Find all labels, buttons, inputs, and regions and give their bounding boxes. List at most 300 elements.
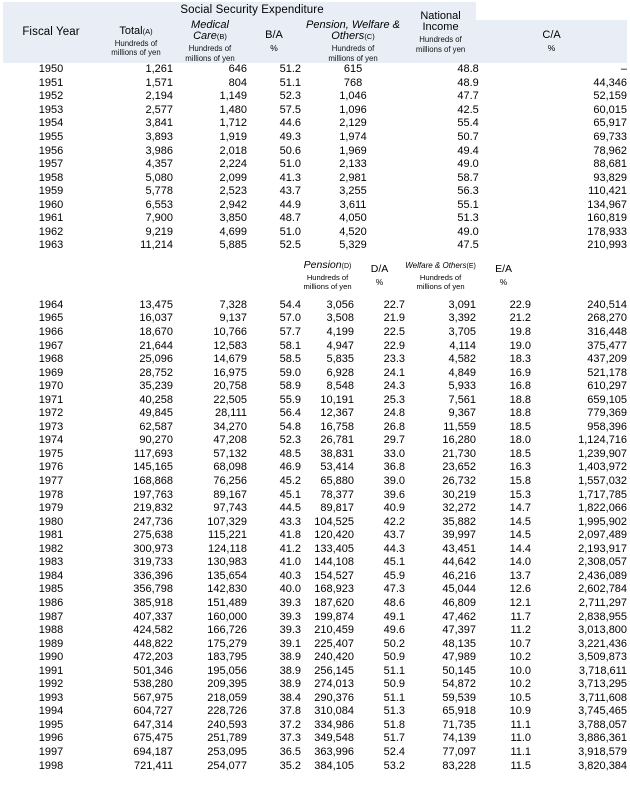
cell-total: 117,693 — [134, 447, 173, 460]
cell-b-over-a: 57.0 — [279, 312, 301, 325]
cell-c-over-a: 47.5 — [457, 239, 479, 252]
cell-medical-care: 151,489 — [207, 596, 247, 609]
cell-b-over-a: 51.2 — [279, 63, 301, 76]
cell-national-income: 178,933 — [587, 225, 628, 238]
cell-welfare-others: 83,228 — [442, 759, 477, 772]
cell-national-income: 521,178 — [587, 366, 628, 379]
col-header-social-security-expenditure: Social Security Expenditure — [180, 4, 324, 17]
cell-medical-care: 646 — [228, 63, 247, 76]
cell-national-income: 2,838,955 — [578, 610, 628, 623]
cell-e-over-a: 12.1 — [509, 596, 532, 609]
cell-pension: 256,145 — [314, 664, 354, 677]
cell-welfare-others: 50,145 — [442, 664, 477, 677]
cell-fiscal-year: 1987 — [38, 610, 64, 623]
cell-d-over-a: 29.7 — [383, 434, 406, 447]
cell-fiscal-year: 1966 — [38, 326, 64, 339]
table-row — [3, 651, 627, 665]
cell-total: 501,346 — [133, 664, 173, 677]
cell-welfare-others: 16,280 — [442, 434, 477, 447]
table-row — [3, 239, 627, 253]
subheader-row — [3, 253, 627, 299]
cell-e-over-a: 10.7 — [509, 637, 532, 650]
c-over-a-unit: % — [547, 43, 556, 54]
table-row — [3, 393, 627, 407]
cell-pension: 274,013 — [314, 678, 354, 691]
cell-welfare-others: 7,561 — [448, 393, 477, 406]
cell-d-over-a: 21.9 — [383, 312, 406, 325]
cell-total: 319,733 — [133, 556, 173, 569]
cell-b-over-a: 35.2 — [279, 759, 301, 772]
cell-d-over-a: 23.3 — [383, 353, 406, 366]
cell-pension: 120,420 — [314, 529, 354, 542]
cell-b-over-a: 58.9 — [279, 380, 301, 393]
cell-pension: 4,947 — [326, 339, 354, 352]
cell-welfare-others: 9,367 — [448, 407, 477, 420]
cell-medical-care: 10,766 — [213, 326, 247, 339]
cell-national-income: 2,711,297 — [578, 596, 628, 609]
cell-medical-care: 107,329 — [207, 515, 247, 528]
cell-e-over-a: 19.8 — [509, 326, 532, 339]
cell-b-over-a: 41.0 — [279, 556, 301, 569]
cell-total: 2,577 — [145, 103, 173, 116]
cell-fiscal-year: 1967 — [38, 339, 64, 352]
cell-b-over-a: 41.3 — [279, 171, 301, 184]
cell-e-over-a: 11.0 — [510, 732, 532, 745]
cell-e-over-a: 16.8 — [509, 380, 532, 393]
cell-d-over-a: 50.9 — [383, 651, 406, 664]
table-row — [3, 198, 627, 212]
cell-b-over-a: 41.2 — [279, 542, 301, 555]
cell-b-over-a: 49.3 — [279, 131, 301, 143]
cell-total: 647,314 — [133, 718, 173, 731]
cell-b-over-a: 39.3 — [279, 596, 301, 609]
cell-fiscal-year: 1982 — [38, 542, 64, 555]
cell-welfare-others: 3,392 — [448, 312, 477, 325]
table-row — [3, 421, 627, 435]
cell-pension-welfare-others: 4,050 — [339, 212, 367, 225]
cell-total: 424,582 — [133, 624, 173, 637]
cell-b-over-a: 58.1 — [279, 339, 301, 352]
cell-pension: 12,367 — [320, 407, 354, 420]
cell-e-over-a: 10.2 — [509, 651, 532, 664]
cell-b-over-a: 37.3 — [279, 732, 301, 745]
cell-fiscal-year: 1978 — [38, 488, 64, 501]
cell-b-over-a: 37.8 — [279, 705, 301, 718]
subheader-spacer-total — [99, 253, 173, 299]
cell-d-over-a: 52.4 — [383, 745, 406, 758]
welfare-others-unit: Hundreds of millions of yen — [416, 273, 465, 292]
cell-fiscal-year: 1950 — [38, 63, 64, 76]
cell-national-income: 958,396 — [587, 420, 628, 433]
cell-e-over-a: 11.1 — [510, 745, 532, 758]
cell-d-over-a: 47.3 — [383, 583, 406, 596]
cell-welfare-others: 21,730 — [442, 447, 477, 460]
cell-medical-care: 2,942 — [219, 198, 247, 211]
cell-welfare-others: 47,462 — [442, 610, 477, 623]
cell-c-over-a: 55.1 — [457, 198, 479, 211]
cell-national-income: – — [620, 63, 628, 76]
cell-welfare-others: 3,091 — [448, 298, 477, 311]
table-row — [3, 77, 627, 91]
table-row — [3, 637, 627, 651]
cell-d-over-a: 22.7 — [383, 298, 406, 311]
cell-welfare-others: 43,451 — [442, 542, 477, 555]
cell-b-over-a: 45.2 — [279, 475, 301, 488]
cell-pension-welfare-others: 3,255 — [339, 185, 367, 198]
cell-c-over-a: 48.9 — [457, 76, 479, 89]
cell-welfare-others: 26,732 — [442, 475, 477, 488]
cell-medical-care: 115,221 — [208, 529, 247, 542]
cell-total: 49,845 — [139, 407, 173, 420]
col-header-c-over-a: C/A % — [476, 20, 627, 63]
cell-welfare-others: 74,139 — [442, 732, 477, 745]
footer-cell-total — [99, 773, 173, 785]
table-row — [3, 529, 627, 543]
cell-fiscal-year: 1973 — [38, 420, 64, 433]
cell-total: 538,280 — [133, 678, 173, 691]
cell-d-over-a: 51.3 — [383, 705, 406, 718]
cell-fiscal-year: 1990 — [38, 651, 64, 664]
b-over-a-unit: % — [270, 43, 278, 54]
cell-national-income: 3,718,611 — [578, 664, 628, 677]
cell-d-over-a: 50.9 — [383, 678, 406, 691]
cell-total: 675,475 — [133, 732, 173, 745]
cell-b-over-a: 51.1 — [279, 76, 301, 89]
table-row — [3, 299, 627, 313]
cell-pension-welfare-others: 5,329 — [339, 239, 367, 252]
cell-total: 2,194 — [145, 90, 173, 103]
cell-national-income: 69,733 — [593, 131, 628, 143]
cell-total: 448,822 — [133, 637, 173, 650]
cell-d-over-a: 33.0 — [383, 447, 406, 460]
cell-d-over-a: 51.8 — [383, 718, 406, 731]
cell-national-income: 44,346 — [593, 76, 628, 89]
subcol-header-e-over-a: E/A % — [476, 253, 531, 299]
cell-welfare-others: 5,933 — [448, 380, 477, 393]
cell-national-income: 1,822,066 — [578, 502, 628, 515]
cell-total: 7,900 — [145, 212, 173, 225]
cell-fiscal-year: 1964 — [38, 298, 64, 311]
cell-welfare-others: 35,882 — [442, 515, 477, 528]
cell-e-over-a: 18.8 — [509, 407, 532, 420]
cell-pension-welfare-others: 1,969 — [339, 144, 367, 157]
cell-total: 18,670 — [139, 326, 173, 339]
table-row — [3, 326, 627, 340]
cell-national-income: 52,159 — [593, 90, 628, 103]
cell-total: 90,270 — [139, 434, 173, 447]
cell-e-over-a: 15.3 — [509, 488, 532, 501]
cell-total: 40,258 — [139, 393, 173, 406]
cell-medical-care: 130,983 — [207, 556, 247, 569]
cell-e-over-a: 10.5 — [509, 691, 532, 704]
cell-medical-care: 20,758 — [213, 380, 247, 393]
cell-welfare-others: 11,559 — [443, 420, 477, 433]
cell-pension: 310,084 — [314, 705, 354, 718]
cell-national-income: 2,436,089 — [578, 569, 628, 582]
cell-d-over-a: 49.6 — [383, 624, 406, 637]
cell-b-over-a: 52.3 — [279, 90, 301, 103]
cell-fiscal-year: 1991 — [38, 664, 64, 677]
cell-b-over-a: 51.0 — [279, 225, 301, 238]
cell-fiscal-year: 1996 — [38, 732, 64, 745]
cell-e-over-a: 14.0 — [509, 556, 532, 569]
table-row — [3, 705, 627, 719]
cell-welfare-others: 4,849 — [448, 366, 477, 379]
table-row — [3, 353, 627, 367]
cell-e-over-a: 22.9 — [509, 298, 532, 311]
cell-b-over-a: 48.7 — [279, 212, 301, 225]
cell-b-over-a: 44.6 — [279, 117, 301, 130]
table-row — [3, 185, 627, 199]
cell-fiscal-year: 1958 — [38, 171, 64, 184]
table-row — [3, 515, 627, 529]
cell-b-over-a: 44.9 — [279, 198, 301, 211]
cell-fiscal-year: 1969 — [38, 366, 64, 379]
cell-e-over-a: 19.0 — [509, 339, 532, 352]
cell-d-over-a: 49.1 — [383, 610, 406, 623]
cell-d-over-a: 22.5 — [383, 326, 406, 339]
cell-national-income: 3,221,436 — [578, 637, 628, 650]
cell-total: 197,763 — [133, 488, 173, 501]
cell-c-over-a: 49.0 — [457, 158, 479, 171]
footer-cell-ba — [247, 773, 301, 785]
cell-b-over-a: 44.5 — [279, 502, 301, 515]
cell-national-income: 93,829 — [593, 171, 628, 184]
cell-fiscal-year: 1998 — [38, 759, 64, 772]
header-row-group — [3, 2, 627, 20]
footer-cell-national-income — [531, 773, 627, 785]
cell-b-over-a: 56.4 — [279, 407, 301, 420]
table-row — [3, 678, 627, 692]
cell-total: 5,778 — [145, 185, 173, 198]
cell-welfare-others: 47,989 — [442, 651, 477, 664]
cell-fiscal-year: 1988 — [38, 624, 64, 637]
table-row — [3, 434, 627, 448]
subheader-spacer-year — [3, 253, 99, 299]
footer-cell-pension — [301, 773, 354, 785]
cell-welfare-others: 46,809 — [442, 596, 477, 609]
cell-b-over-a: 54.8 — [279, 420, 301, 433]
table-row — [3, 366, 627, 380]
cell-b-over-a: 38.9 — [279, 678, 301, 691]
cell-medical-care: 2,224 — [219, 158, 247, 171]
cell-pension: 10,191 — [320, 393, 354, 406]
cell-pension: 154,527 — [314, 569, 354, 582]
cell-fiscal-year: 1980 — [38, 515, 64, 528]
cell-total: 300,973 — [133, 542, 173, 555]
table-row — [3, 570, 627, 584]
cell-national-income: 375,477 — [587, 339, 628, 352]
cell-medical-care: 5,885 — [219, 239, 247, 252]
col-header-b-over-a: B/A % — [247, 20, 301, 63]
cell-medical-care: 1,149 — [219, 90, 247, 103]
cell-medical-care: 2,099 — [219, 171, 247, 184]
subheader-spacer-medical — [173, 253, 247, 299]
cell-b-over-a: 59.0 — [279, 366, 301, 379]
cell-total: 3,986 — [145, 144, 173, 157]
cell-national-income: 134,967 — [587, 198, 628, 211]
cell-pension: 78,377 — [320, 488, 354, 501]
cell-national-income: 210,993 — [587, 239, 628, 252]
cell-fiscal-year: 1989 — [38, 637, 64, 650]
cell-b-over-a: 43.7 — [279, 185, 301, 198]
cell-national-income: 65,917 — [593, 117, 628, 130]
cell-fiscal-year: 1971 — [38, 393, 64, 406]
cell-medical-care: 228,726 — [207, 705, 247, 718]
cell-medical-care: 1,919 — [219, 131, 247, 143]
cell-fiscal-year: 1951 — [38, 76, 64, 89]
cell-c-over-a: 58.7 — [457, 171, 479, 184]
cell-national-income: 610,297 — [587, 380, 628, 393]
cell-fiscal-year: 1992 — [38, 678, 64, 691]
cell-fiscal-year: 1981 — [38, 529, 64, 542]
cell-pension-welfare-others: 1,046 — [339, 90, 367, 103]
cell-total: 5,080 — [145, 171, 173, 184]
cell-total: 567,975 — [133, 691, 173, 704]
footer-cell-da — [354, 773, 405, 785]
cell-d-over-a: 40.9 — [383, 502, 406, 515]
cell-total: 11,214 — [140, 239, 173, 252]
cell-d-over-a: 51.1 — [383, 664, 406, 677]
cell-medical-care: 175,279 — [207, 637, 247, 650]
cell-total: 247,736 — [133, 515, 173, 528]
cell-e-over-a: 11.2 — [510, 624, 532, 637]
cell-b-over-a: 55.9 — [279, 393, 301, 406]
cell-welfare-others: 4,582 — [448, 353, 477, 366]
cell-fiscal-year: 1954 — [38, 117, 64, 130]
cell-welfare-others: 44,642 — [442, 556, 477, 569]
cell-medical-care: 124,118 — [208, 542, 247, 555]
table-row — [3, 407, 627, 421]
footer-cell-year — [3, 773, 99, 785]
col-header-national-income — [405, 2, 476, 63]
cell-national-income: 240,514 — [587, 298, 628, 311]
national-income-unit: Hundreds of millions of yen — [415, 35, 466, 54]
cell-welfare-others: 32,272 — [442, 502, 477, 515]
cell-fiscal-year: 1953 — [38, 103, 64, 116]
cell-medical-care: 195,056 — [207, 664, 247, 677]
cell-total: 407,337 — [133, 610, 173, 623]
table-row — [3, 117, 627, 131]
table-row — [3, 144, 627, 158]
cell-pension: 6,928 — [326, 366, 354, 379]
cell-medical-care: 68,098 — [213, 461, 247, 474]
cell-d-over-a: 48.6 — [383, 596, 406, 609]
cell-welfare-others: 54,872 — [442, 678, 477, 691]
pension-unit: Hundreds of millions of yen — [303, 273, 352, 292]
table-row — [3, 339, 627, 353]
cell-c-over-a: 49.0 — [457, 225, 479, 238]
cell-b-over-a: 58.5 — [279, 353, 301, 366]
cell-national-income: 3,713,295 — [578, 678, 628, 691]
cell-b-over-a: 51.0 — [279, 158, 301, 171]
cell-welfare-others: 3,705 — [448, 326, 477, 339]
cell-total: 9,219 — [145, 225, 173, 238]
subcol-header-pension: Pension(D) Hundreds of millions of yen — [301, 253, 354, 299]
cell-national-income: 659,105 — [587, 393, 628, 406]
cell-fiscal-year: 1965 — [38, 312, 64, 325]
cell-medical-care: 16,975 — [213, 366, 247, 379]
subheader-spacer-national-income — [531, 253, 627, 299]
cell-total: 3,893 — [145, 131, 173, 143]
cell-medical-care: 4,699 — [219, 225, 247, 238]
cell-pension: 168,923 — [314, 583, 354, 596]
cell-total: 604,727 — [133, 705, 173, 718]
col-header-pension-welfare-others: Pension, Welfare & Others(C) Hundreds of millions of yen — [301, 20, 405, 63]
cell-medical-care: 3,850 — [219, 212, 247, 225]
cell-fiscal-year: 1972 — [38, 407, 64, 420]
cell-medical-care: 218,059 — [207, 691, 247, 704]
cell-b-over-a: 36.5 — [279, 745, 301, 758]
cell-pension: 4,199 — [326, 326, 354, 339]
cell-fiscal-year: 1994 — [38, 705, 64, 718]
cell-national-income: 1,717,785 — [578, 488, 628, 501]
cell-medical-care: 7,328 — [219, 298, 247, 311]
cell-b-over-a: 37.2 — [279, 718, 301, 731]
cell-d-over-a: 25.3 — [383, 393, 406, 406]
cell-welfare-others: 48,135 — [442, 637, 477, 650]
cell-e-over-a: 16.3 — [509, 461, 532, 474]
cell-fiscal-year: 1979 — [38, 502, 64, 515]
cell-b-over-a: 52.3 — [279, 434, 301, 447]
cell-e-over-a: 18.8 — [509, 393, 532, 406]
cell-b-over-a: 39.3 — [279, 624, 301, 637]
cell-pension-welfare-others: 1,096 — [339, 103, 367, 116]
cell-national-income: 2,602,784 — [578, 583, 628, 596]
cell-d-over-a: 24.1 — [383, 366, 406, 379]
cell-pension-welfare-others: 615 — [343, 63, 363, 76]
cell-medical-care: 209,395 — [207, 678, 247, 691]
cell-e-over-a: 18.5 — [509, 420, 532, 433]
cell-d-over-a: 45.1 — [383, 556, 406, 569]
cell-total: 4,357 — [145, 158, 173, 171]
cell-national-income: 88,681 — [593, 158, 628, 171]
cell-fiscal-year: 1976 — [38, 461, 64, 474]
cell-fiscal-year: 1956 — [38, 144, 64, 157]
e-over-a-unit: % — [499, 277, 508, 287]
cell-welfare-others: 46,216 — [442, 569, 477, 582]
cell-pension-welfare-others: 768 — [343, 76, 363, 89]
col-header-medical-care: Medical Care(B) Hundreds of millions of yen — [173, 20, 247, 63]
cell-fiscal-year: 1962 — [38, 225, 64, 238]
cell-total: 694,187 — [133, 745, 173, 758]
table-row — [3, 583, 627, 597]
cell-fiscal-year: 1968 — [38, 353, 64, 366]
table-row — [3, 719, 627, 733]
cell-total: 6,553 — [145, 198, 173, 211]
cell-national-income: 1,124,716 — [578, 434, 628, 447]
cell-b-over-a: 50.6 — [279, 144, 301, 157]
social-security-expenditure-table — [3, 2, 627, 785]
cell-medical-care: 76,256 — [213, 475, 247, 488]
cell-fiscal-year: 1974 — [38, 434, 64, 447]
cell-welfare-others: 45,044 — [442, 583, 477, 596]
col-header-fiscal-year: Fiscal Year — [22, 25, 80, 38]
cell-pension: 199,874 — [314, 610, 354, 623]
cell-medical-care: 1,712 — [219, 117, 247, 130]
table-row — [3, 597, 627, 611]
cell-e-over-a: 11.7 — [510, 610, 532, 623]
cell-fiscal-year: 1997 — [38, 745, 64, 758]
cell-medical-care: 253,095 — [207, 745, 247, 758]
table-row — [3, 475, 627, 489]
cell-pension: 187,620 — [314, 596, 354, 609]
cell-fiscal-year: 1993 — [38, 691, 64, 704]
cell-pension: 133,405 — [314, 542, 354, 555]
cell-medical-care: 160,000 — [207, 610, 247, 623]
cell-e-over-a: 18.0 — [509, 434, 532, 447]
cell-national-income: 3,886,361 — [578, 732, 628, 745]
